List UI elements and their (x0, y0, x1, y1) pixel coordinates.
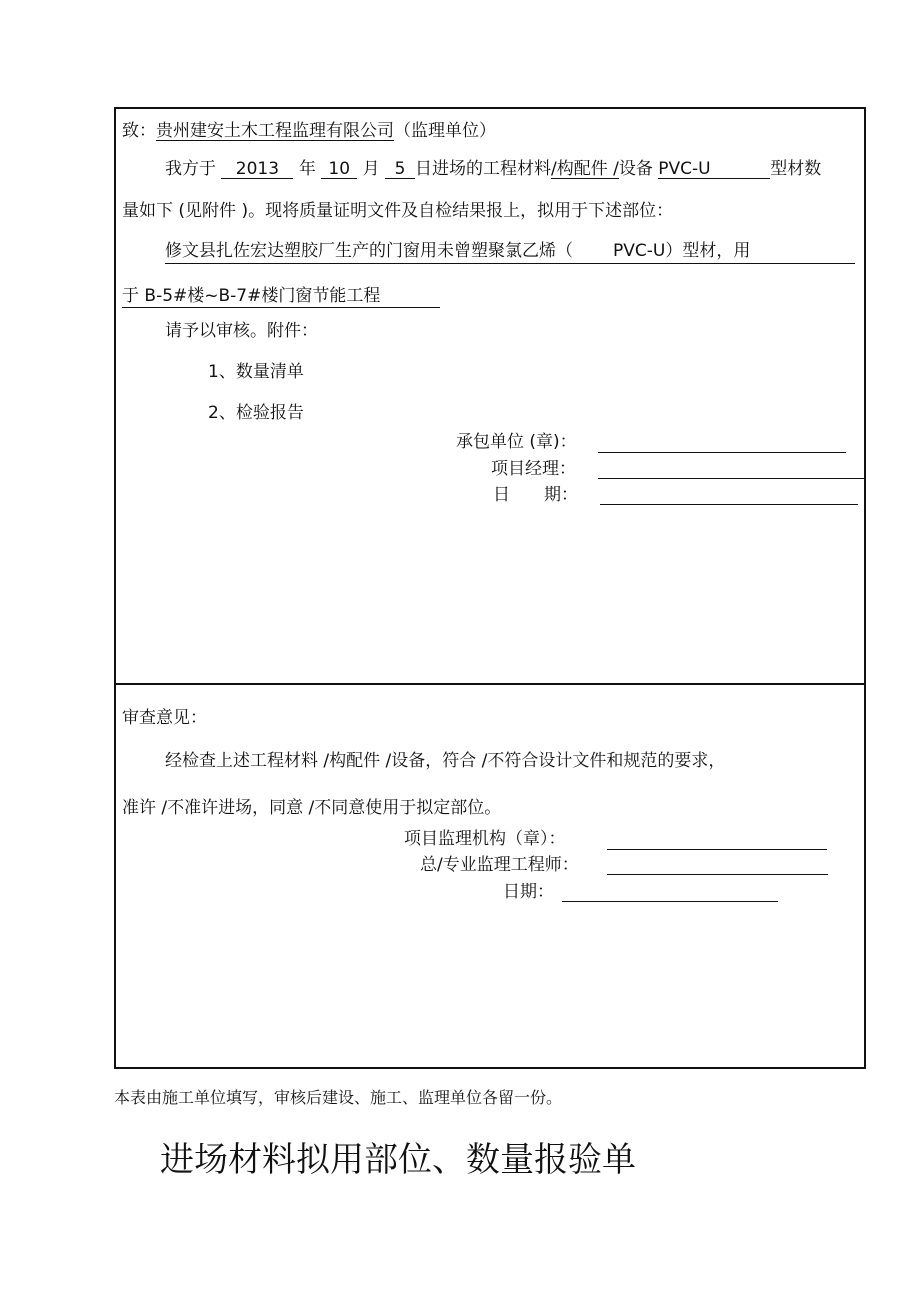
to-suffix: （监理单位） (394, 121, 496, 141)
review-line-1: 经检查上述工程材料 /构配件 /设备，符合 /不符合设计文件和规范的要求， (165, 751, 726, 771)
request-line: 请予以审核。附件： (165, 321, 318, 341)
product-material: PVC-U (613, 241, 666, 261)
footer-note: 本表由施工单位填写，审核后建设、施工、监理单位各留一份。 (114, 1088, 563, 1107)
arrival-text-b: 日进场的工程材料 (415, 159, 552, 179)
arrival-text-d: 设备 (618, 159, 653, 179)
product-text-c: ）型材，用 (665, 241, 751, 261)
supervision-org-label: 项目监理机构（章）： (404, 829, 566, 849)
contractor-signature-line[interactable] (598, 452, 846, 453)
location-line: 于 B-5#楼~B-7#楼门窗节能工程 (122, 288, 440, 308)
section-divider (114, 683, 866, 685)
application-date-label: 日 期： (493, 485, 578, 505)
supervising-engineer-signature-line[interactable] (607, 874, 828, 875)
supervision-company: 贵州建安土木工程监理有限公司 (156, 121, 394, 141)
arrival-year: 2013 (221, 161, 293, 179)
supervising-engineer-label: 总/专业监理工程师： (420, 855, 579, 875)
arrival-text-a: 我方于 (165, 159, 216, 179)
attachment-1: 1、数量清单 (208, 362, 304, 382)
arrival-text-c: /构配件 / (551, 159, 619, 179)
supervision-org-signature-line[interactable] (607, 849, 827, 850)
arrival-line (165, 161, 821, 179)
application-date-line[interactable] (600, 504, 858, 505)
arrival-month: 10 (321, 161, 357, 179)
review-date-line[interactable] (562, 901, 778, 902)
contractor-label: 承包单位 (章)： (456, 432, 577, 452)
review-line-2: 准许 /不准许进场，同意 /不同意使用于拟定部位。 (122, 798, 502, 818)
project-manager-label: 项目经理： (491, 459, 576, 479)
addressee-line (122, 123, 496, 141)
arrival-text-e: 型材数 (770, 159, 822, 179)
product-line (165, 243, 855, 264)
attachment-2: 2、检验报告 (208, 403, 304, 423)
to-prefix: 致： (122, 121, 156, 141)
month-unit: 月 (362, 159, 380, 179)
arrival-day: 5 (385, 161, 415, 179)
review-heading: 审查意见： (122, 708, 207, 728)
project-manager-signature-line[interactable] (598, 478, 866, 479)
review-date-label: 日期： (503, 882, 554, 902)
product-text-a: 修文县扎佐宏达塑胶厂生产的门窗用未曾塑聚氯乙烯（ (165, 241, 573, 261)
material-type: PVC-U (658, 161, 770, 179)
form-title: 进场材料拟用部位、数量报验单 (160, 1140, 636, 1180)
quantity-line: 量如下 (见附件 )。现将质量证明文件及自检结果报上，拟用于下述部位： (122, 201, 674, 221)
year-unit: 年 (298, 159, 316, 179)
